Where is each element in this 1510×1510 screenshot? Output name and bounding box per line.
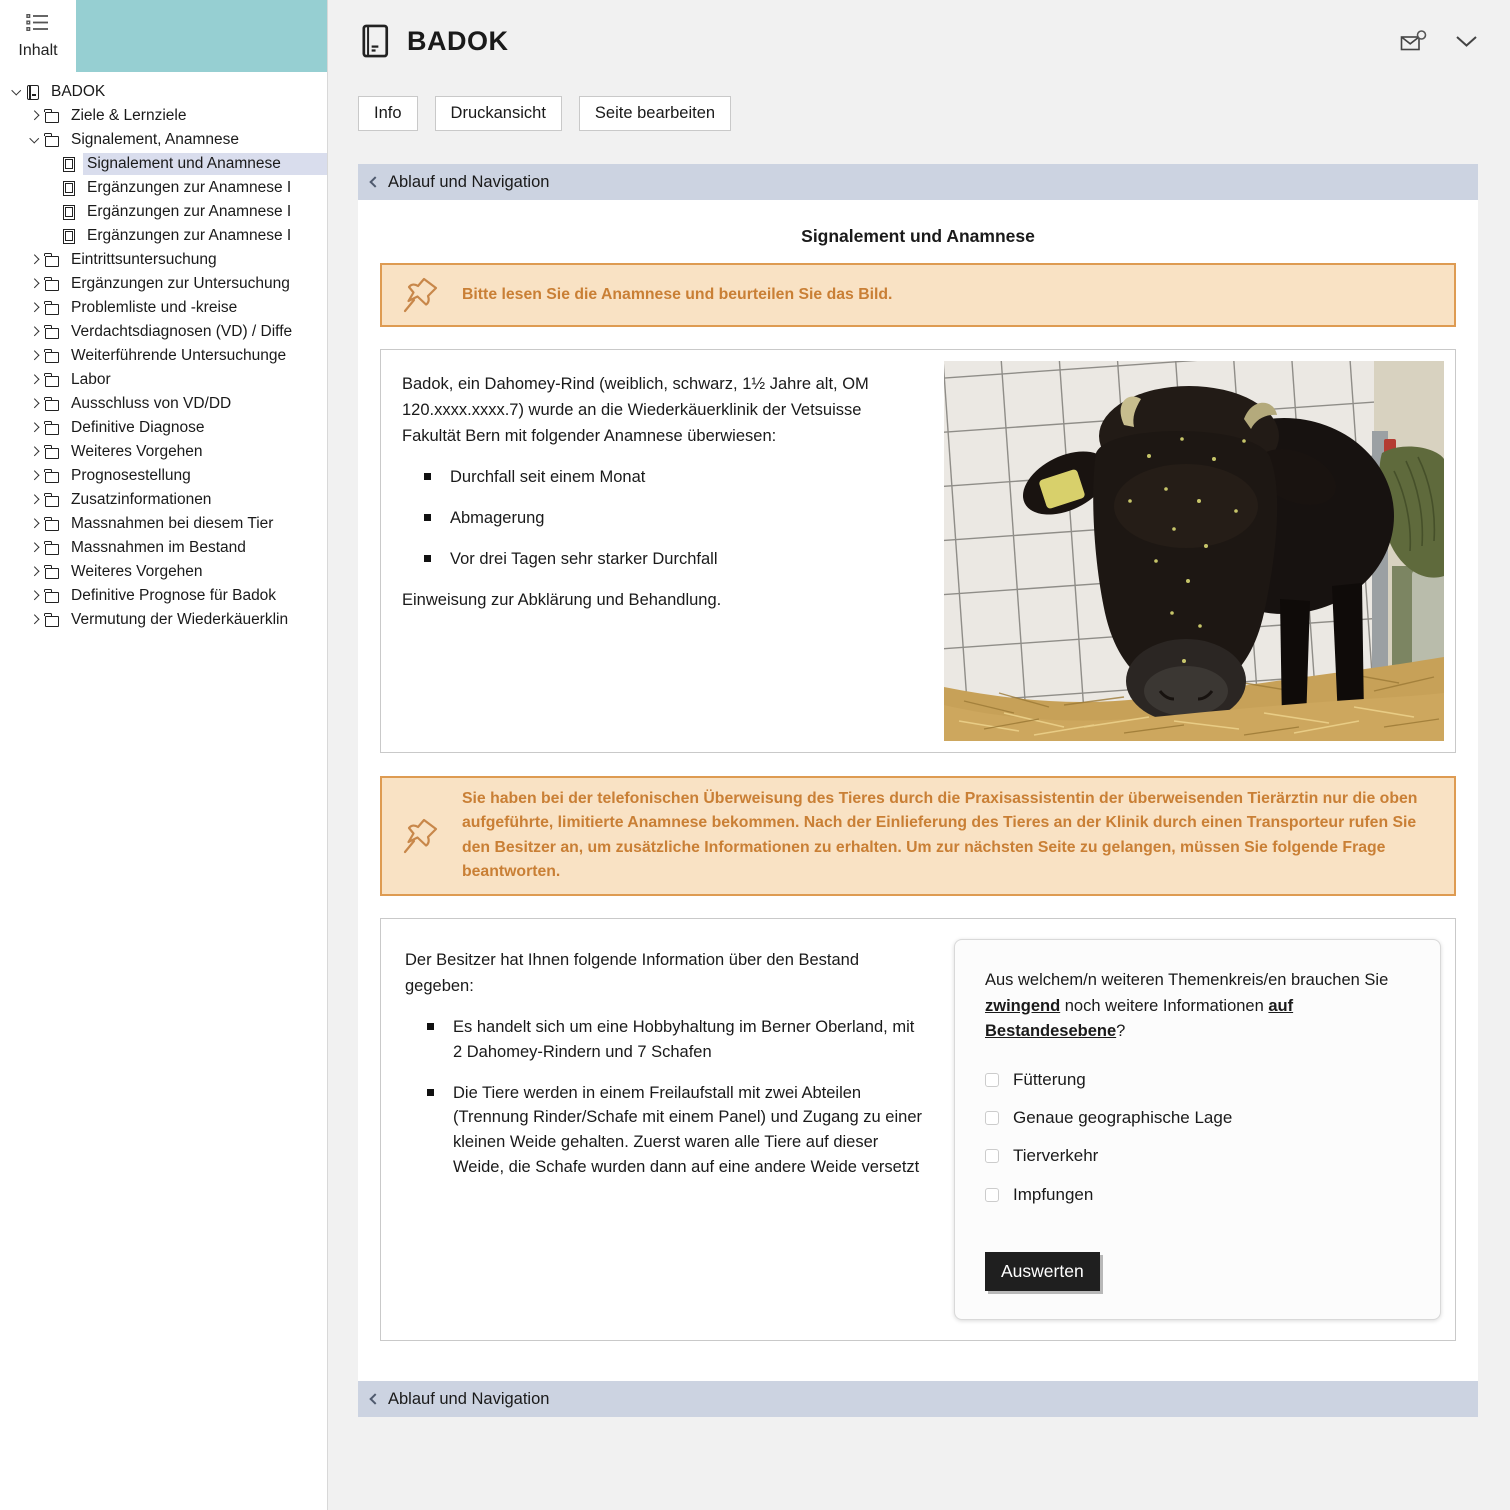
nav-bar-top[interactable] [358, 164, 1478, 200]
list-item: Die Tiere werden in einem Freilaufstall mit zwei Abteilen (Trennung Rinder/Schafe mit einem Panel) und Zugang zu einer kleinen Weide gehalten. Zuerst waren alle Tiere auf dieser Weide, die Schafe wurden dann auf eine andere Weide versetzt [427, 1081, 922, 1180]
question-text: Aus welchem/n weiteren Themenkreis/en brauchen Sie zwingend noch weitere Informationen auf Bestandesebene? [985, 970, 1389, 1041]
folder-icon [45, 280, 59, 291]
sidebar-toggle[interactable] [0, 0, 76, 72]
sidebar [0, 0, 328, 1510]
tree-chevron-icon[interactable] [26, 257, 43, 263]
notice-mid [380, 776, 1456, 896]
question-panel [954, 939, 1441, 1320]
checkbox-icon[interactable] [985, 1149, 999, 1163]
tree-item-label[interactable]: Zusatzinformationen [71, 491, 212, 508]
tree-chevron-icon[interactable] [26, 617, 43, 623]
answer-option-label[interactable]: Genaue geographische Lage [1013, 1107, 1233, 1127]
pushpin-icon [400, 274, 440, 316]
checkbox-icon[interactable] [985, 1073, 999, 1087]
folder-icon [45, 568, 59, 579]
folder-icon [45, 448, 59, 459]
folder-icon [45, 136, 59, 147]
nav-bar-label[interactable]: Ablauf und Navigation [388, 172, 550, 191]
tree-item[interactable] [0, 176, 327, 200]
tree-item-label[interactable]: Verdachtsdiagnosen (VD) / Diffe [71, 323, 293, 340]
tree-chevron-icon[interactable] [26, 113, 43, 119]
list-item: Es handelt sich um eine Hobbyhaltung im Berner Oberland, mit 2 Dahomey-Rindern und 7 Schafen [427, 1015, 922, 1065]
anamnese-box [380, 349, 1456, 753]
answer-option-label[interactable]: Fütterung [1013, 1069, 1086, 1089]
tree-item[interactable] [0, 296, 327, 320]
tree-item[interactable] [0, 392, 327, 416]
notice-top [380, 263, 1456, 327]
question-emphasis-2: auf Bestandesebene [985, 996, 1294, 1041]
tree-item-label[interactable]: BADOK [51, 83, 106, 100]
list-icon [26, 13, 50, 37]
tree-item[interactable] [0, 344, 327, 368]
folder-icon [45, 400, 59, 411]
checkbox-icon[interactable] [985, 1188, 999, 1202]
tree-item[interactable] [0, 104, 327, 128]
answer-option[interactable] [985, 1067, 1410, 1093]
tree-chevron-icon[interactable] [26, 377, 43, 383]
folder-icon [45, 304, 59, 315]
tree-item-label[interactable]: Signalement und Anamnese [83, 153, 327, 175]
answer-option[interactable] [985, 1182, 1410, 1208]
chevron-left-icon [369, 1393, 380, 1404]
notice-top-text: Bitte lesen Sie die Anamnese und beurteilen Sie das Bild. [462, 285, 893, 303]
nav-bar-bottom[interactable] [358, 1381, 1478, 1417]
bestand-bullet-list [405, 1015, 922, 1180]
tree-chevron-icon[interactable] [26, 593, 43, 599]
page-header-title: BADOK [407, 25, 509, 56]
tree-chevron-icon[interactable] [26, 138, 43, 142]
folder-icon [45, 352, 59, 363]
folder-icon [45, 424, 59, 435]
folder-icon [45, 544, 59, 555]
folder-icon [45, 112, 59, 123]
folder-icon [45, 520, 59, 531]
tree-chevron-icon[interactable] [26, 305, 43, 311]
chevron-down-icon[interactable] [1455, 35, 1478, 48]
tree-item-label[interactable]: Ausschluss von VD/DD [71, 395, 232, 412]
mail-check-icon[interactable] [1400, 30, 1427, 53]
list-item: Durchfall seit einem Monat [424, 465, 922, 490]
anamnese-outro: Einweisung zur Abklärung und Behandlung. [402, 591, 722, 610]
tree-item-label[interactable]: Signalement, Anamnese [71, 131, 240, 148]
tree-chevron-icon[interactable] [26, 545, 43, 551]
answer-option[interactable] [985, 1143, 1410, 1169]
content-tree [0, 72, 327, 632]
list-item: Vor drei Tagen sehr starker Durchfall [424, 547, 922, 572]
answer-option-label[interactable]: Tierverkehr [1013, 1146, 1099, 1166]
tree-item[interactable] [0, 248, 327, 272]
tab-druckansicht[interactable]: Druckansicht [435, 96, 562, 131]
tree-chevron-icon[interactable] [26, 425, 43, 431]
folder-icon [45, 592, 59, 603]
tree-chevron-icon[interactable] [26, 449, 43, 455]
notice-mid-text: Sie haben bei der telefonischen Überweisung des Tieres durch die Praxisassistentin der überweisenden Tierärztin nur die oben aufgeführte, limitierte Anamnese bekommen. Nach der Einlieferung des Tieres an der Klinik durch einen Transporteur rufen Sie den Besitzer an, um zusätzliche Informationen zu erhalten. Um zur nächsten Seite zu gelangen, müssen Sie folgende Frage beantworten. [462, 790, 1418, 881]
tree-item-label[interactable]: Weiterführende Untersuchunge [71, 347, 287, 364]
tree-item[interactable] [0, 416, 327, 440]
toolbar-tabs [358, 96, 1478, 131]
page-icon [63, 181, 75, 196]
tree-item-label[interactable]: Problemliste und -kreise [71, 299, 238, 316]
tree-item-label[interactable]: Prognosestellung [71, 467, 191, 484]
book-icon [358, 22, 392, 60]
tree-item-label[interactable]: Ergänzungen zur Anamnese I [87, 179, 292, 196]
book-icon [27, 85, 39, 100]
tree-item[interactable] [0, 560, 327, 584]
nav-bar-label[interactable]: Ablauf und Navigation [388, 1389, 550, 1408]
tree-item[interactable] [0, 584, 327, 608]
tree-item[interactable] [0, 464, 327, 488]
tree-item[interactable] [0, 488, 327, 512]
tree-item[interactable] [0, 152, 327, 176]
tree-item-label[interactable]: Weiteres Vorgehen [71, 563, 203, 580]
pushpin-icon [400, 815, 440, 857]
tree-item[interactable] [0, 80, 327, 104]
page-header [358, 0, 1478, 60]
answer-options [985, 1067, 1410, 1208]
tree-item-label[interactable]: Definitive Prognose für Badok [71, 587, 277, 604]
tree-item-label[interactable]: Eintrittsuntersuchung [71, 251, 217, 268]
folder-icon [45, 496, 59, 507]
page-icon [63, 157, 75, 172]
tree-item-label[interactable]: Ergänzungen zur Anamnese I [87, 203, 292, 220]
folder-icon [45, 256, 59, 267]
page-icon [63, 205, 75, 220]
tree-chevron-icon[interactable] [26, 329, 43, 335]
main-area [329, 0, 1510, 1510]
tree-item-label[interactable]: Vermutung der Wiederkäuerklin [71, 611, 289, 628]
tree-item[interactable] [0, 608, 327, 632]
tab-seite-bearbeiten[interactable]: Seite bearbeiten [579, 96, 731, 131]
folder-icon [45, 376, 59, 387]
tree-item[interactable] [0, 536, 327, 560]
tree-item-label[interactable]: Ziele & Lernziele [71, 107, 187, 124]
chevron-left-icon [369, 176, 380, 187]
tree-item-label[interactable]: Ergänzungen zur Anamnese I [87, 227, 292, 244]
sidebar-header [0, 0, 327, 72]
folder-icon [45, 472, 59, 483]
tree-chevron-icon[interactable] [26, 473, 43, 479]
tree-item-label[interactable]: Weiteres Vorgehen [71, 443, 203, 460]
tree-item-label[interactable]: Massnahmen bei diesem Tier [71, 515, 274, 532]
tree-item[interactable] [0, 200, 327, 224]
case-photo [944, 361, 1444, 741]
tree-item-label[interactable]: Labor [71, 371, 111, 388]
tree-item[interactable] [0, 440, 327, 464]
tree-chevron-icon[interactable] [26, 353, 43, 359]
tree-item-label[interactable]: Ergänzungen zur Untersuchung [71, 275, 290, 292]
tree-item[interactable] [0, 512, 327, 536]
tree-chevron-icon[interactable] [26, 569, 43, 575]
content-panel [358, 164, 1478, 1417]
page-title: Signalement und Anamnese [801, 226, 1035, 246]
tree-chevron-icon[interactable] [26, 497, 43, 503]
tree-item[interactable] [0, 128, 327, 152]
answer-option-label[interactable]: Impfungen [1013, 1184, 1094, 1204]
tree-item[interactable] [0, 320, 327, 344]
tree-item[interactable] [0, 368, 327, 392]
anamnese-intro: Badok, ein Dahomey-Rind (weiblich, schwarz, 1½ Jahre alt, OM 120.xxxx.xxxx.7) wurde an die Wiederkäuerklinik der Vetsuisse Fakultät Bern mit folgender Anamnese überwiesen: [402, 375, 869, 446]
tree-chevron-icon[interactable] [26, 281, 43, 287]
answer-option[interactable] [985, 1105, 1410, 1131]
question-emphasis-1: zwingend [985, 996, 1061, 1015]
tree-item[interactable] [0, 224, 327, 248]
tree-chevron-icon[interactable] [26, 401, 43, 407]
anamnese-bullet-list [402, 465, 922, 571]
bestand-intro: Der Besitzer hat Ihnen folgende Information über den Bestand gegeben: [405, 950, 860, 995]
tree-chevron-icon[interactable] [26, 521, 43, 527]
tree-item-label[interactable]: Definitive Diagnose [71, 419, 205, 436]
tree-chevron-icon[interactable] [8, 90, 25, 94]
folder-icon [45, 616, 59, 627]
list-item: Abmagerung [424, 506, 922, 531]
tree-item[interactable] [0, 272, 327, 296]
tree-item-label[interactable]: Massnahmen im Bestand [71, 539, 246, 556]
checkbox-icon[interactable] [985, 1111, 999, 1125]
sidebar-toggle-label: Inhalt [18, 41, 58, 59]
folder-icon [45, 328, 59, 339]
page-icon [63, 229, 75, 244]
bestand-box [380, 918, 1456, 1341]
auswerten-button[interactable]: Auswerten [985, 1252, 1100, 1291]
tab-info[interactable]: Info [358, 96, 418, 131]
sidebar-header-color-block [76, 0, 327, 72]
